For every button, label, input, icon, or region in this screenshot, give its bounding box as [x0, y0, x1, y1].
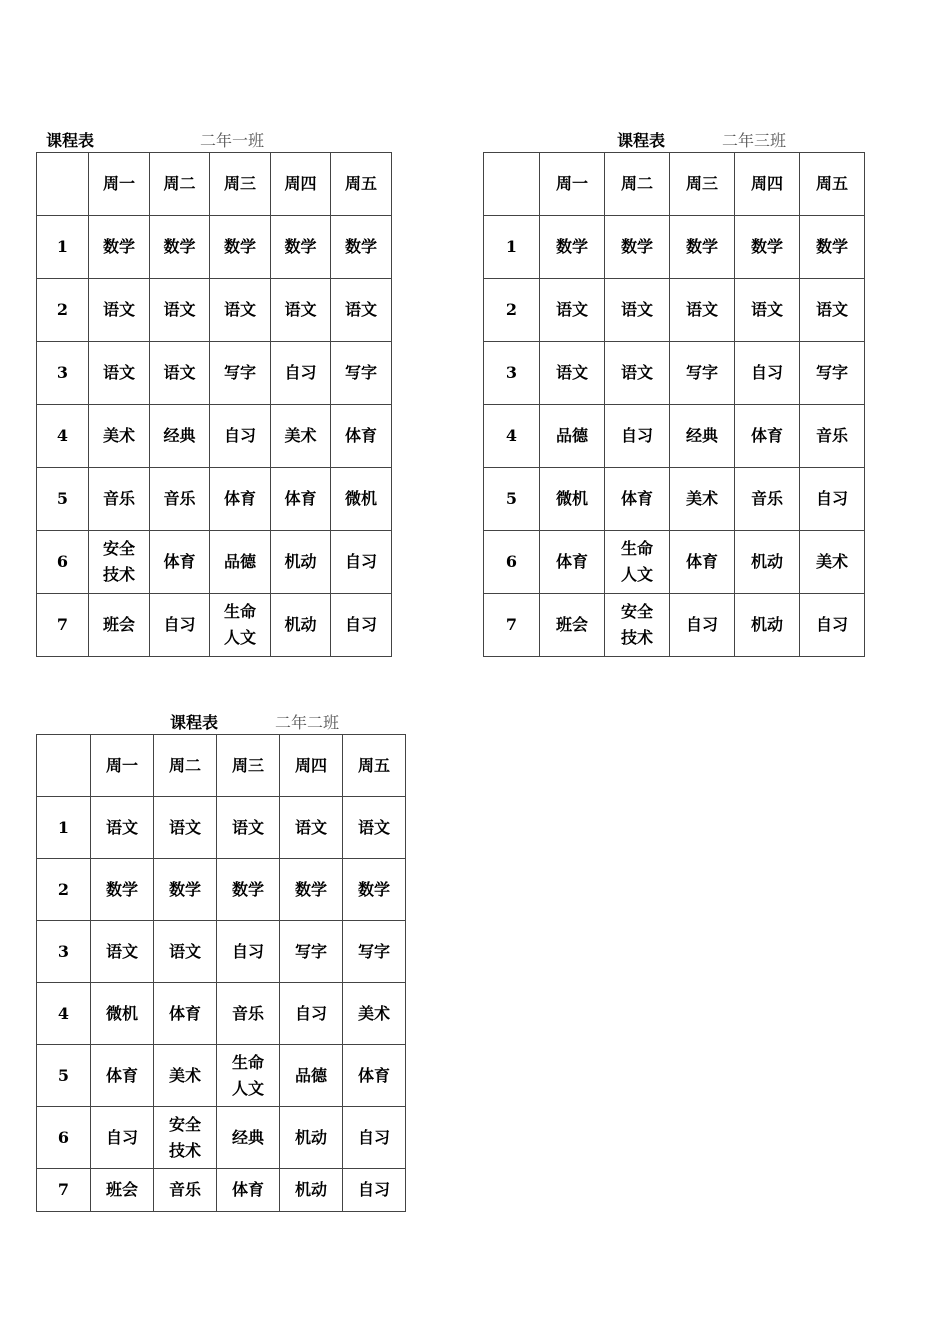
header-row	[37, 735, 406, 797]
table-row	[37, 1169, 406, 1212]
subject-cell	[89, 594, 150, 657]
subject-label: 自习	[284, 363, 317, 382]
timetable-3-class-name: 二年二班	[275, 713, 340, 732]
subject-cell	[89, 342, 150, 405]
timetable-1-grid	[36, 152, 392, 657]
subject-label: 数学	[815, 237, 848, 256]
period-number: 4	[37, 405, 89, 468]
subject-label: 体育	[284, 489, 317, 508]
subject-cell	[217, 983, 280, 1045]
subject-label: 语文	[105, 817, 138, 837]
subject-label: 写字	[294, 941, 327, 961]
subject-label: 生命人文	[231, 1052, 264, 1098]
subject-cell	[331, 342, 392, 405]
day-header: 周五	[331, 153, 392, 216]
subject-label: 语文	[750, 300, 783, 319]
subject-label: 美术	[685, 489, 718, 508]
subject-label: 机动	[294, 1180, 327, 1199]
subject-label: 自习	[357, 1180, 390, 1199]
day-header: 周四	[735, 153, 800, 216]
day-header: 周一	[540, 153, 605, 216]
subject-label: 数学	[105, 879, 138, 899]
subject-label: 自习	[685, 615, 718, 634]
subject-cell	[280, 1045, 343, 1107]
day-header: 周二	[605, 153, 670, 216]
subject-label: 安全技术	[620, 602, 653, 647]
table-row	[37, 405, 392, 468]
subject-cell	[150, 279, 210, 342]
subject-label: 自习	[294, 1003, 327, 1023]
table-row	[484, 594, 865, 657]
subject-cell	[150, 468, 210, 531]
period-number: 1	[484, 216, 540, 279]
subject-cell	[210, 405, 271, 468]
subject-label: 生命人文	[223, 602, 256, 647]
table-row	[37, 594, 392, 657]
subject-cell	[91, 983, 154, 1045]
subject-cell	[800, 405, 865, 468]
subject-cell	[735, 468, 800, 531]
subject-label: 自习	[223, 426, 256, 445]
day-header: 周三	[217, 735, 280, 797]
subject-label: 写字	[344, 363, 377, 382]
subject-label: 语文	[102, 363, 135, 382]
subject-label: 体育	[620, 489, 653, 508]
period-number: 7	[37, 594, 89, 657]
timetable-3-title: 课程表	[170, 713, 219, 732]
timetable-3-grid	[36, 734, 406, 1212]
subject-label: 数学	[163, 237, 196, 256]
period-number: 2	[484, 279, 540, 342]
subject-label: 经典	[685, 426, 718, 445]
subject-label: 音乐	[163, 489, 196, 508]
table-row	[37, 983, 406, 1045]
period-number: 6	[484, 531, 540, 594]
subject-cell	[89, 216, 150, 279]
subject-cell	[735, 531, 800, 594]
subject-label: 数学	[620, 237, 653, 256]
subject-cell	[280, 1107, 343, 1169]
subject-cell	[605, 216, 670, 279]
subject-cell	[150, 405, 210, 468]
table-row	[37, 468, 392, 531]
subject-cell	[800, 594, 865, 657]
subject-label: 数学	[168, 879, 201, 899]
table-row	[37, 1045, 406, 1107]
subject-label: 语文	[344, 300, 377, 319]
table-row	[484, 531, 865, 594]
subject-label: 自习	[105, 1127, 138, 1147]
subject-label: 语文	[231, 817, 264, 837]
subject-cell	[670, 405, 735, 468]
subject-cell	[540, 405, 605, 468]
period-number: 6	[37, 1107, 91, 1169]
period-number: 4	[37, 983, 91, 1045]
table-row	[37, 342, 392, 405]
subject-cell	[217, 797, 280, 859]
subject-cell	[800, 342, 865, 405]
subject-cell	[210, 279, 271, 342]
header-row	[484, 153, 865, 216]
period-number: 5	[37, 1045, 91, 1107]
subject-label: 自习	[231, 941, 264, 961]
subject-label: 自习	[620, 426, 653, 445]
subject-cell	[343, 797, 406, 859]
subject-cell	[343, 859, 406, 921]
subject-label: 数学	[223, 237, 256, 256]
day-header: 周三	[670, 153, 735, 216]
subject-cell	[91, 1107, 154, 1169]
subject-cell	[670, 342, 735, 405]
table-row	[484, 405, 865, 468]
subject-label: 音乐	[231, 1003, 264, 1023]
subject-cell	[217, 1107, 280, 1169]
subject-cell	[154, 1045, 217, 1107]
table-row	[37, 1107, 406, 1169]
subject-label: 数学	[102, 237, 135, 256]
subject-cell	[271, 405, 331, 468]
day-header: 周一	[89, 153, 150, 216]
timetable-3-caption	[170, 710, 218, 733]
table-row	[37, 797, 406, 859]
day-header: 周三	[210, 153, 271, 216]
subject-cell	[735, 216, 800, 279]
timetable-2-class-name: 二年三班	[722, 131, 787, 150]
subject-label: 语文	[685, 300, 718, 319]
subject-cell	[605, 342, 670, 405]
subject-cell	[331, 468, 392, 531]
subject-label: 语文	[294, 817, 327, 837]
subject-label: 语文	[555, 300, 588, 319]
subject-label: 写字	[357, 941, 390, 961]
subject-cell	[150, 531, 210, 594]
subject-label: 体育	[344, 426, 377, 445]
subject-cell	[210, 531, 271, 594]
subject-label: 美术	[102, 426, 135, 445]
timetable-2-title: 课程表	[617, 131, 666, 150]
timetable-1-class-name: 二年一班	[200, 131, 265, 150]
subject-cell	[670, 216, 735, 279]
subject-cell	[343, 1169, 406, 1212]
day-header: 周二	[154, 735, 217, 797]
subject-label: 体育	[685, 552, 718, 571]
subject-cell	[343, 921, 406, 983]
subject-cell	[540, 468, 605, 531]
subject-label: 体育	[163, 552, 196, 571]
period-number: 3	[37, 921, 91, 983]
subject-cell	[89, 531, 150, 594]
subject-label: 语文	[284, 300, 317, 319]
subject-label: 班会	[105, 1180, 138, 1199]
subject-cell	[154, 797, 217, 859]
table-row	[37, 921, 406, 983]
corner-cell	[37, 735, 91, 797]
table-row	[484, 342, 865, 405]
subject-cell	[210, 468, 271, 531]
subject-label: 美术	[815, 552, 848, 571]
subject-cell	[154, 1169, 217, 1212]
subject-cell	[89, 405, 150, 468]
subject-label: 数学	[685, 237, 718, 256]
period-number: 6	[37, 531, 89, 594]
subject-cell	[343, 983, 406, 1045]
subject-cell	[343, 1045, 406, 1107]
subject-cell	[280, 983, 343, 1045]
subject-cell	[271, 216, 331, 279]
subject-label: 经典	[231, 1127, 264, 1147]
subject-label: 微机	[105, 1003, 138, 1023]
subject-label: 机动	[284, 615, 317, 634]
timetable-2-caption	[617, 128, 665, 151]
subject-label: 语文	[815, 300, 848, 319]
subject-label: 自习	[815, 615, 848, 634]
subject-label: 语文	[620, 363, 653, 382]
subject-label: 美术	[357, 1003, 390, 1023]
subject-cell	[210, 342, 271, 405]
subject-cell	[331, 279, 392, 342]
subject-cell	[154, 921, 217, 983]
subject-label: 体育	[357, 1065, 390, 1085]
subject-cell	[331, 405, 392, 468]
period-number: 3	[484, 342, 540, 405]
subject-label: 自习	[357, 1127, 390, 1147]
table-row	[37, 279, 392, 342]
timetable-2-grid	[483, 152, 865, 657]
subject-cell	[280, 921, 343, 983]
subject-label: 体育	[750, 426, 783, 445]
subject-label: 安全技术	[168, 1114, 201, 1160]
subject-cell	[343, 1107, 406, 1169]
subject-label: 语文	[163, 363, 196, 382]
subject-cell	[271, 531, 331, 594]
subject-label: 数学	[344, 237, 377, 256]
subject-label: 音乐	[815, 426, 848, 445]
table-row	[484, 279, 865, 342]
subject-cell	[150, 342, 210, 405]
period-number: 5	[37, 468, 89, 531]
subject-cell	[217, 1169, 280, 1212]
subject-label: 数学	[294, 879, 327, 899]
subject-label: 品德	[223, 552, 256, 571]
subject-label: 语文	[357, 817, 390, 837]
period-number: 2	[37, 859, 91, 921]
table-row	[37, 859, 406, 921]
subject-cell	[271, 342, 331, 405]
subject-label: 语文	[223, 300, 256, 319]
subject-cell	[89, 468, 150, 531]
timetable-3-class	[275, 710, 339, 733]
subject-label: 数学	[357, 879, 390, 899]
subject-cell	[210, 594, 271, 657]
subject-cell	[217, 921, 280, 983]
subject-label: 数学	[750, 237, 783, 256]
subject-label: 自习	[163, 615, 196, 634]
period-number: 2	[37, 279, 89, 342]
subject-label: 经典	[163, 426, 196, 445]
subject-label: 数学	[284, 237, 317, 256]
subject-cell	[280, 797, 343, 859]
subject-cell	[331, 594, 392, 657]
subject-label: 语文	[620, 300, 653, 319]
subject-cell	[150, 216, 210, 279]
subject-cell	[605, 594, 670, 657]
subject-cell	[154, 1107, 217, 1169]
subject-cell	[605, 405, 670, 468]
subject-label: 美术	[168, 1065, 201, 1085]
corner-cell	[37, 153, 89, 216]
subject-cell	[540, 342, 605, 405]
subject-label: 微机	[344, 489, 377, 508]
subject-cell	[150, 594, 210, 657]
subject-label: 音乐	[102, 489, 135, 508]
subject-cell	[735, 405, 800, 468]
timetable-2-class	[722, 128, 786, 151]
subject-cell	[540, 279, 605, 342]
corner-cell	[484, 153, 540, 216]
day-header: 周二	[150, 153, 210, 216]
subject-cell	[540, 216, 605, 279]
subject-label: 数学	[231, 879, 264, 899]
subject-label: 品德	[294, 1065, 327, 1085]
day-header: 周一	[91, 735, 154, 797]
subject-label: 语文	[102, 300, 135, 319]
subject-label: 写字	[815, 363, 848, 382]
subject-cell	[91, 1169, 154, 1212]
subject-cell	[210, 216, 271, 279]
period-number: 1	[37, 216, 89, 279]
table-row	[484, 216, 865, 279]
subject-cell	[154, 859, 217, 921]
subject-cell	[670, 279, 735, 342]
day-header: 周五	[343, 735, 406, 797]
subject-cell	[154, 983, 217, 1045]
subject-cell	[735, 279, 800, 342]
subject-cell	[670, 531, 735, 594]
subject-label: 自习	[344, 615, 377, 634]
day-header: 周五	[800, 153, 865, 216]
subject-label: 生命人文	[620, 539, 653, 584]
subject-label: 班会	[555, 615, 588, 634]
subject-label: 体育	[231, 1180, 264, 1199]
subject-label: 品德	[555, 426, 588, 445]
subject-label: 自习	[750, 363, 783, 382]
subject-cell	[735, 594, 800, 657]
subject-cell	[670, 468, 735, 531]
subject-label: 数学	[555, 237, 588, 256]
subject-cell	[800, 216, 865, 279]
subject-cell	[217, 859, 280, 921]
subject-cell	[605, 468, 670, 531]
subject-label: 语文	[168, 941, 201, 961]
subject-label: 自习	[815, 489, 848, 508]
subject-label: 自习	[344, 552, 377, 571]
subject-label: 机动	[750, 552, 783, 571]
subject-cell	[605, 279, 670, 342]
subject-label: 语文	[105, 941, 138, 961]
subject-label: 语文	[168, 817, 201, 837]
subject-cell	[91, 1045, 154, 1107]
timetable-1-class	[200, 128, 264, 151]
subject-cell	[800, 468, 865, 531]
day-header: 周四	[271, 153, 331, 216]
subject-label: 机动	[750, 615, 783, 634]
subject-label: 语文	[163, 300, 196, 319]
day-header: 周四	[280, 735, 343, 797]
subject-cell	[800, 531, 865, 594]
subject-cell	[91, 797, 154, 859]
subject-cell	[331, 216, 392, 279]
subject-cell	[331, 531, 392, 594]
subject-label: 体育	[555, 552, 588, 571]
table-row	[37, 531, 392, 594]
subject-cell	[280, 1169, 343, 1212]
subject-cell	[670, 594, 735, 657]
header-row	[37, 153, 392, 216]
subject-cell	[271, 468, 331, 531]
table-row	[484, 468, 865, 531]
subject-cell	[280, 859, 343, 921]
subject-cell	[271, 594, 331, 657]
period-number: 7	[484, 594, 540, 657]
subject-label: 音乐	[750, 489, 783, 508]
subject-label: 写字	[223, 363, 256, 382]
subject-label: 微机	[555, 489, 588, 508]
subject-cell	[540, 531, 605, 594]
table-row	[37, 216, 392, 279]
period-number: 7	[37, 1169, 91, 1212]
subject-label: 体育	[223, 489, 256, 508]
subject-cell	[540, 594, 605, 657]
timetable-1-caption	[46, 128, 94, 151]
subject-label: 机动	[284, 552, 317, 571]
subject-label: 音乐	[168, 1180, 201, 1199]
subject-label: 语文	[555, 363, 588, 382]
subject-cell	[605, 531, 670, 594]
subject-label: 体育	[168, 1003, 201, 1023]
period-number: 5	[484, 468, 540, 531]
subject-label: 机动	[294, 1127, 327, 1147]
subject-label: 写字	[685, 363, 718, 382]
period-number: 4	[484, 405, 540, 468]
timetable-1-title: 课程表	[46, 131, 95, 150]
subject-cell	[89, 279, 150, 342]
subject-cell	[735, 342, 800, 405]
subject-label: 美术	[284, 426, 317, 445]
subject-label: 安全技术	[102, 539, 135, 584]
subject-cell	[91, 859, 154, 921]
subject-label: 班会	[102, 615, 135, 634]
subject-cell	[91, 921, 154, 983]
subject-label: 体育	[105, 1065, 138, 1085]
subject-cell	[217, 1045, 280, 1107]
subject-cell	[271, 279, 331, 342]
subject-cell	[800, 279, 865, 342]
period-number: 3	[37, 342, 89, 405]
period-number: 1	[37, 797, 91, 859]
